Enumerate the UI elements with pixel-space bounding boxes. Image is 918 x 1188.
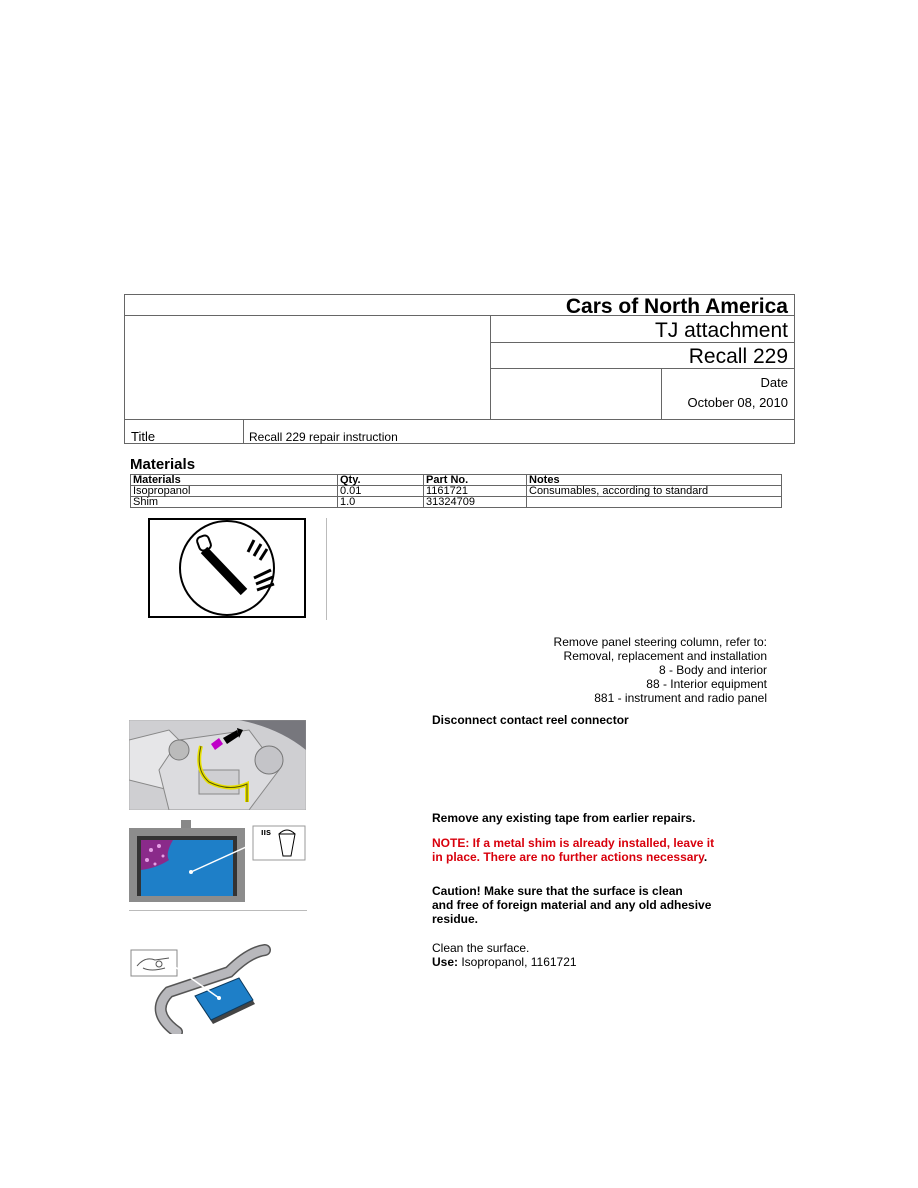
clean-instruction — [432, 941, 577, 969]
caution-line: Caution! Make sure that the surface is clean — [432, 884, 683, 898]
note-period: . — [703, 850, 708, 864]
caution-line: and free of foreign material and any old adhesive — [432, 898, 712, 912]
instruction-line: 881 - instrument and radio panel — [594, 691, 767, 705]
instruction-line: 88 - Interior equipment — [646, 677, 767, 691]
table-cell: Consumables, according to standard — [527, 486, 782, 497]
document-header — [124, 294, 795, 444]
document-type: TJ attachment — [654, 319, 788, 342]
shim-surface-illustration — [129, 820, 309, 904]
materials-heading: Materials — [130, 456, 196, 473]
table-row — [131, 497, 782, 508]
table-cell: 1.0 — [338, 497, 424, 508]
shim-note — [432, 836, 714, 864]
table-cell: Shim — [131, 497, 338, 508]
materials-table — [130, 474, 782, 508]
note-line: NOTE: If a metal shim is already installed, leave it — [432, 836, 715, 850]
recall-number: Recall 229 — [688, 345, 788, 368]
remove-tape-instruction: Remove any existing tape from earlier repairs. — [432, 811, 696, 825]
instruction-line: 8 - Body and interior — [658, 663, 767, 677]
svg-text:ııs: ııs — [261, 827, 272, 837]
clean-surface-illustration — [129, 942, 299, 1034]
caution-text — [432, 884, 711, 926]
column-header: Materials — [131, 475, 338, 486]
table-header-row — [131, 475, 782, 486]
use-label: Use: — [432, 955, 459, 969]
shim-surface-icon — [129, 820, 309, 904]
table-cell — [527, 497, 782, 508]
header-divider — [243, 419, 244, 443]
steering-column-illustration — [129, 720, 306, 810]
clean-line: Clean the surface. — [432, 941, 530, 955]
ignition-key-icon — [150, 520, 304, 616]
contact-reel-connector-icon — [129, 720, 306, 810]
disconnect-instruction: Disconnect contact reel connector — [432, 713, 629, 727]
header-divider — [661, 368, 662, 419]
column-header: Qty. — [338, 475, 424, 486]
use-value: Isopropanol, 1161721 — [458, 955, 577, 969]
column-header: Part No. — [424, 475, 527, 486]
table-cell: 1161721 — [424, 486, 527, 497]
header-divider — [490, 315, 491, 419]
brand-name: Cars of North America — [565, 295, 788, 318]
caution-line: residue. — [432, 912, 479, 926]
table-cell: 0.01 — [338, 486, 424, 497]
title-label: Title — [131, 429, 156, 444]
note-line: in place. There are no further actions necessary — [432, 850, 704, 864]
column-header: Notes — [527, 475, 782, 486]
date-value: October 08, 2010 — [687, 395, 788, 410]
section-divider — [129, 910, 307, 911]
instruction-line: Remove panel steering column, refer to: — [553, 635, 767, 649]
clean-surface-icon — [129, 942, 299, 1034]
date-label: Date — [760, 375, 788, 390]
ignition-key-symbol — [148, 518, 306, 618]
instruction-line: Removal, replacement and installation — [563, 649, 767, 663]
table-row — [131, 486, 782, 497]
panel-removal-instructions — [367, 635, 767, 705]
table-cell: 31324709 — [424, 497, 527, 508]
title-value: Recall 229 repair instruction — [249, 430, 398, 444]
table-cell: Isopropanol — [131, 486, 338, 497]
column-divider — [326, 518, 327, 620]
header-divider — [125, 419, 794, 420]
